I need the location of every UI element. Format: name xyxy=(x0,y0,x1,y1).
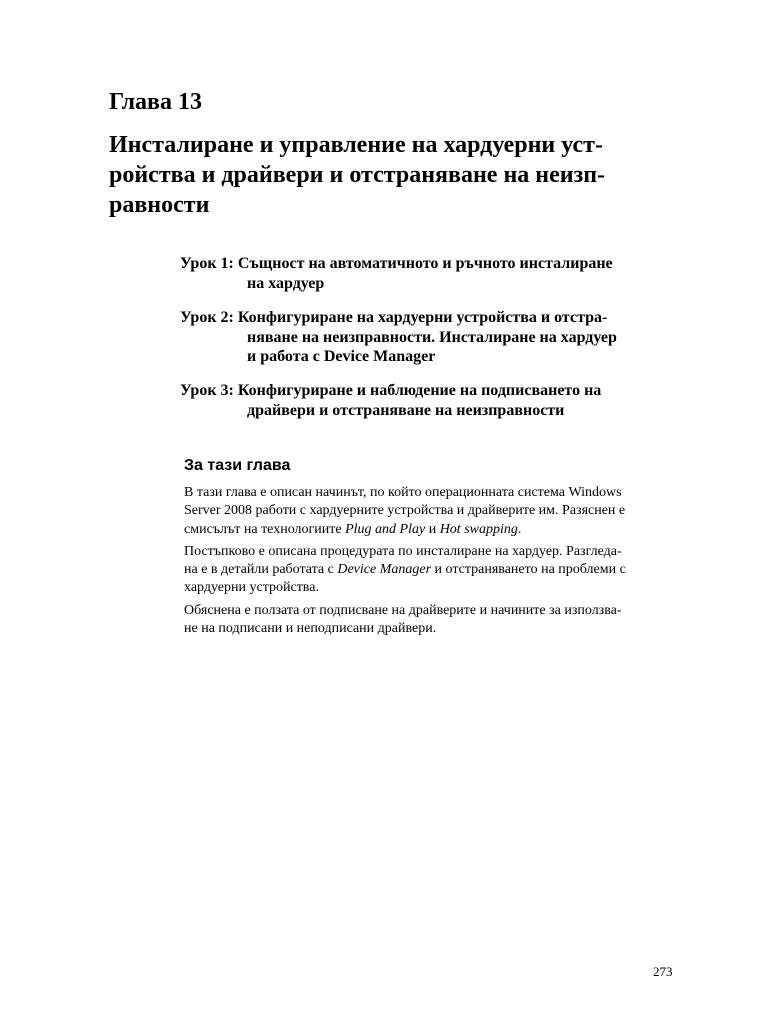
text-fragment: и xyxy=(425,521,440,537)
text-fragment: смисълът на технологиите xyxy=(184,521,346,537)
paragraph-line: Server 2008 работи с хардуерните устройства и драйверите им. Разяснен е xyxy=(184,503,626,519)
chapter-title xyxy=(109,130,679,220)
lesson-line: и работа с Device Manager xyxy=(247,348,436,365)
lesson-line: драйвери и отстраняване на неизправности xyxy=(247,401,565,419)
chapter-label: Глава 13 xyxy=(109,89,202,115)
paragraph-line: Обяснена е ползата от подписване на драйверите и начините за използва- xyxy=(184,602,622,618)
paragraph xyxy=(184,543,679,598)
paragraph xyxy=(184,484,679,539)
page-number: 273 xyxy=(653,964,673,979)
paragraph-line xyxy=(184,521,679,539)
paragraph-line: В тази глава е описан начинът, по който операционната система Windows xyxy=(184,485,622,500)
section-heading: За тази глава xyxy=(184,457,291,474)
lesson-item xyxy=(180,254,613,293)
lesson-line: Урок 3: Конфигуриране и наблюдение на подписването на xyxy=(180,382,602,399)
paragraph-line: Постъпково е описана процедурата по инсталиране на хардуер. Разгледа- xyxy=(184,543,622,559)
chapter-title-line: равности xyxy=(109,192,210,218)
term-emphasis: Device Manager xyxy=(337,562,432,578)
paragraph-line xyxy=(184,561,679,579)
lesson-item xyxy=(180,308,617,367)
text-fragment: на е в детайли работата с xyxy=(184,562,338,578)
paragraph-line: не на подписани и неподписани драйвери. xyxy=(184,621,437,637)
lesson-line: Урок 2: Конфигуриране на хардуерни устройства и отстра- xyxy=(180,309,608,326)
paragraph xyxy=(184,602,679,639)
term-emphasis: Hot swapping xyxy=(439,521,518,537)
chapter-title-line: Инсталиране и управление на хардуерни уст- xyxy=(109,132,603,158)
lesson-line: няване на неизправности. Инсталиране на хардуер xyxy=(247,328,617,346)
paragraph-line: хардуерни устройства. xyxy=(184,580,319,596)
about-chapter-section xyxy=(184,454,679,642)
lesson-item xyxy=(180,381,601,420)
lesson-line: Урок 1: Същност на автоматичното и ръчното инсталиране xyxy=(180,255,613,272)
text-fragment: и отстраняването на проблеми с xyxy=(431,562,626,578)
term-emphasis: Plug and Play xyxy=(345,521,426,537)
chapter-title-line: ройства и драйвери и отстраняване на неизп- xyxy=(109,162,606,188)
text-fragment: . xyxy=(517,521,522,537)
lesson-line: на хардуер xyxy=(247,274,325,292)
